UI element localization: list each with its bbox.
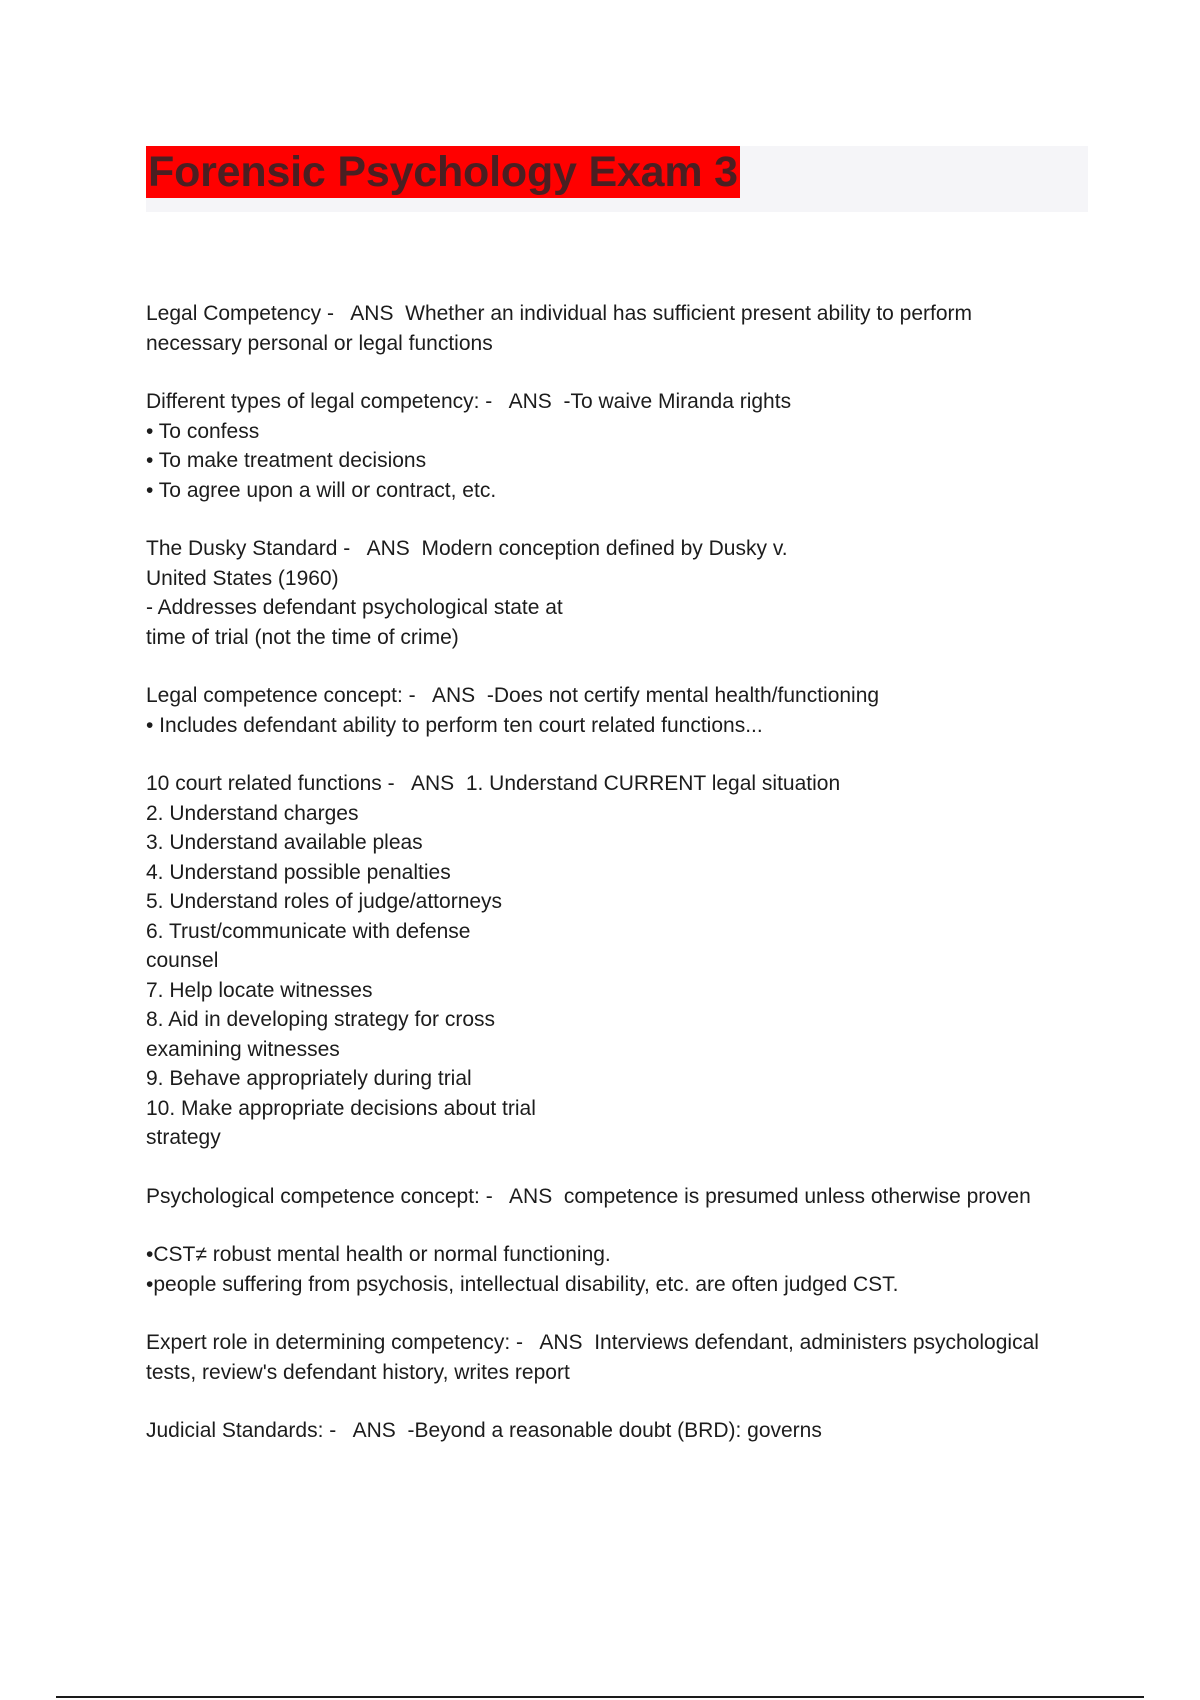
entry-line: Different types of legal competency: - ANS -To waive Miranda rights <box>146 390 792 413</box>
entry-line: •CST≠ robust mental health or normal functioning. <box>146 1243 611 1266</box>
entry-line: • To make treatment decisions <box>146 449 427 472</box>
entry-line: counsel <box>146 949 219 972</box>
entry-line: • Includes defendant ability to perform ten court related functions... <box>146 713 763 737</box>
entry-line: •people suffering from psychosis, intellectual disability, etc. are often judged CST. <box>146 1272 899 1296</box>
entry-line: tests, review's defendant history, writes report <box>146 1360 570 1384</box>
entry-cst-notes <box>146 1240 1096 1299</box>
entry-line: • To confess <box>146 419 260 443</box>
document-title: Forensic Psychology Exam 3 <box>148 148 738 196</box>
entry-line: strategy <box>146 1126 221 1149</box>
entry-line: 3. Understand available pleas <box>146 831 423 854</box>
entry-judicial-standards <box>146 1416 1096 1446</box>
entry-line: The Dusky Standard - ANS Modern conception defined by Dusky v. <box>146 537 788 560</box>
entry-line: - Addresses defendant psychological state at <box>146 596 563 619</box>
entry-line: 5. Understand roles of judge/attorneys <box>146 890 503 913</box>
entry-line: 4. Understand possible penalties <box>146 860 451 884</box>
entry-line: Legal Competency - ANS Whether an individual has sufficient present ability to perform <box>146 302 973 325</box>
entry-expert-role <box>146 1328 1096 1387</box>
entry-line: 10 court related functions - ANS 1. Understand CURRENT legal situation <box>146 772 841 795</box>
entry-line: examining witnesses <box>146 1037 340 1061</box>
entry-line: Expert role in determining competency: - ANS Interviews defendant, administers psychological <box>146 1331 1039 1354</box>
entry-line: Judicial Standards: - ANS -Beyond a reasonable doubt (BRD): governs <box>146 1419 822 1442</box>
entry-psychological-competence <box>146 1182 1096 1212</box>
entry-line: Legal competence concept: - ANS -Does not certify mental health/functioning <box>146 684 880 707</box>
entry-line: Psychological competence concept: - ANS competence is presumed unless otherwise proven <box>146 1184 1031 1208</box>
entry-line: 6. Trust/communicate with defense <box>146 919 471 943</box>
entry-line: United States (1960) <box>146 566 339 590</box>
entry-legal-competence-concept <box>146 681 1096 740</box>
document-body <box>146 299 1096 1475</box>
entry-line: time of trial (not the time of crime) <box>146 625 459 649</box>
entry-line: • To agree upon a will or contract, etc. <box>146 478 497 502</box>
title-highlight <box>146 146 740 198</box>
entry-types-of-competency <box>146 387 1096 505</box>
entry-line: 9. Behave appropriately during trial <box>146 1067 472 1090</box>
page-bottom-rule <box>56 1696 1144 1698</box>
entry-dusky-standard <box>146 534 1096 652</box>
entry-line: necessary personal or legal functions <box>146 331 493 355</box>
entry-legal-competency <box>146 299 1096 358</box>
entry-line: 2. Understand charges <box>146 801 359 825</box>
entry-line: 7. Help locate witnesses <box>146 978 373 1002</box>
entry-line: 10. Make appropriate decisions about trial <box>146 1096 536 1120</box>
entry-court-functions <box>146 769 1096 1153</box>
entry-line: 8. Aid in developing strategy for cross <box>146 1008 496 1031</box>
